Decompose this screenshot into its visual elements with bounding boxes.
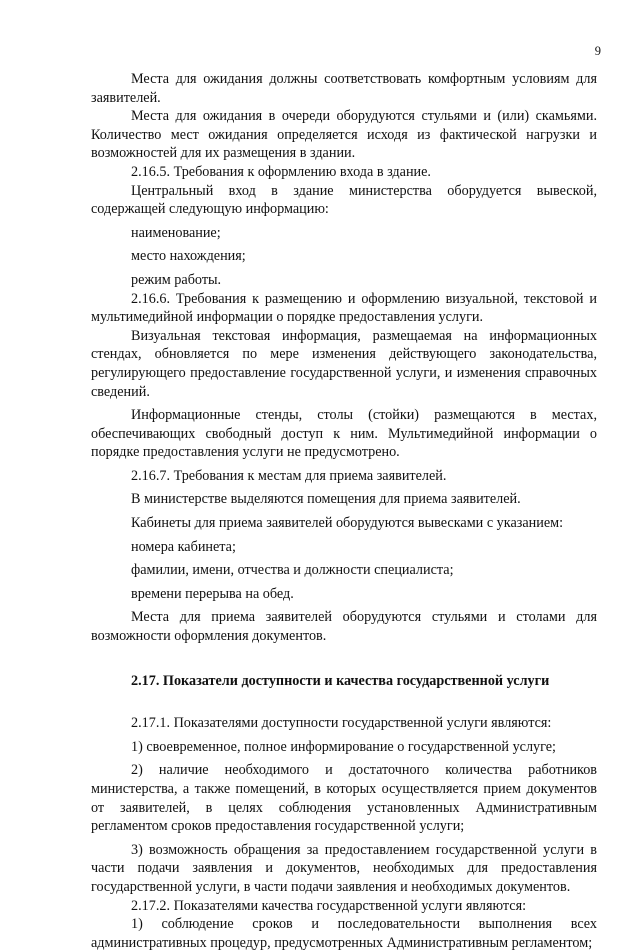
paragraph: Визуальная текстовая информация, размещаемая на информационных стендах, обновляется по мере изменения действующего законодательства, регулирующего предоставление государственной услуги, и изменения справочных сведений. <box>91 327 597 400</box>
list-item: 2) наличие необходимого и достаточного количества работников министерства, а также помещений, в которых осуществляется прием документов от заявителей, в целях соблюдения установленных Административным регламентом сроков предоставления государственной услуги; <box>91 762 597 835</box>
paragraph: Места для ожидания должны соответствовать комфортным условиям для заявителей. <box>91 71 597 106</box>
paragraph: 2.16.5. Требования к оформлению входа в здание. <box>131 163 431 180</box>
list-item: номера кабинета; <box>131 538 236 555</box>
document-body <box>91 70 597 952</box>
paragraph: В министерстве выделяются помещения для приема заявителей. <box>131 491 521 508</box>
paragraph: Кабинеты для приема заявителей оборудуются вывесками с указанием: <box>131 515 564 532</box>
paragraph: 2.16.6. Требования к размещению и оформлению визуальной, текстовой и мультимедийной информации о порядке предоставления услуги. <box>91 290 597 326</box>
paragraph: 2.17.1. Показателями доступности государственной услуги являются: <box>131 715 552 732</box>
list-item: режим работы. <box>131 271 222 288</box>
list-item: наименование; <box>131 224 221 241</box>
list-item: 1) своевременное, полное информирование о государственной услуге; <box>131 738 557 755</box>
paragraph: 2.16.7. Требования к местам для приема заявителей. <box>131 467 447 484</box>
paragraph: Информационные стенды, столы (стойки) размещаются в местах, обеспечивающих свободный доступ к ним. Мультимедийной информации о порядке предоставления услуги не предусмотрено. <box>91 407 597 461</box>
paragraph: Места для приема заявителей оборудуются стульями и столами для возможности оформления документов. <box>91 609 597 645</box>
list-item: фамилии, имени, отчества и должности специалиста; <box>131 562 454 579</box>
paragraph: Центральный вход в здание министерства оборудуется вывеской, содержащей следующую информацию: <box>91 182 597 218</box>
paragraph: 2.17.2. Показателями качества государственной услуги являются: <box>131 897 527 914</box>
list-item: место нахождения; <box>131 248 246 265</box>
list-item: времени перерыва на обед. <box>131 585 294 602</box>
section-heading: 2.17. Показатели доступности и качества государственной услуги <box>131 672 550 689</box>
paragraph: Места для ожидания в очереди оборудуются стульями и (или) скамьями. Количество мест ожидания определяется исходя из фактической нагрузки и возможностей для их размещения в здании. <box>91 108 597 162</box>
page-number: 9 <box>594 44 601 58</box>
list-item: 3) возможность обращения за предоставлением государственной услуги в части подачи заявления и документов, необходимых для предоставления государственной услуги, в части подачи заявления и необходимых документов. <box>91 841 597 895</box>
list-item: 1) соблюдение сроков и последовательности выполнения всех административных процедур, предусмотренных Административным регламентом; <box>91 916 597 951</box>
